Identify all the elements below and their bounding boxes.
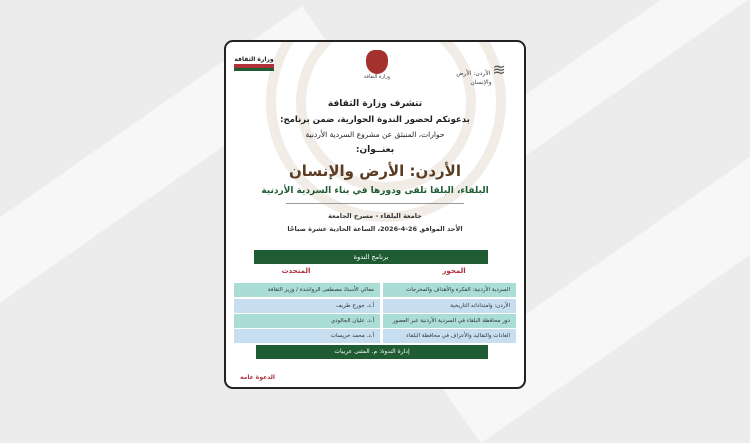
column-topic: المحور: [442, 267, 466, 275]
host-text: تتشرف وزارة الثقافة: [327, 99, 423, 109]
invitation-card: [224, 40, 526, 389]
title-label: بعنــوان:: [355, 145, 395, 155]
invite-text: بدعوتكم لحضور الندوة الحوارية، ضمن برنامج:: [280, 115, 470, 125]
logo-left-ministry: وزارة الثقافة: [234, 56, 274, 71]
logo-center-coat-of-arms: وزارة الثقافة: [356, 50, 398, 80]
topic-cell: الأردن: وامتداداته التاريخية: [383, 299, 516, 313]
column-speaker: المتحدث: [281, 267, 311, 275]
schedule-header: برنامج الندوة: [254, 250, 488, 264]
speaker-cell: معالي الأستاذ مصطفى الرواشدة / وزير الثقافة: [234, 283, 380, 297]
event-subtitle: البلقاء، البلقا تلقى ودورها في بناء السردية الأردنية: [261, 186, 489, 196]
speaker-cell: أ.د. عليان الجالودي: [234, 314, 380, 328]
speaker-cell: أ.د. محمد خريسات: [234, 329, 380, 343]
topic-cell: العادات والتقاليد والأعراف في محافظة البلقاء: [383, 329, 516, 343]
program-text: حوارات، المنبثق عن مشروع السردية الأردنية: [305, 130, 445, 139]
moderator-bar: إدارة الندوة: م. المثنى عربيات: [256, 345, 488, 359]
divider: [286, 203, 464, 204]
venue-text: جامعة البلقاء - مسرح الجامعة: [328, 212, 422, 220]
event-title: الأردن: الأرض والإنسان: [289, 162, 461, 180]
footer-note: الدعوة عامة: [240, 374, 275, 381]
logo-right: ≋ الأردن: الأرض والإنسان: [456, 60, 506, 86]
background-shape: [495, 0, 750, 157]
topic-cell: دور محافظة البلقاء في السردية الأردنية عبر العصور: [383, 314, 516, 328]
topic-cell: السردية الأردنية: الفكرة والأهداف والمخرجات: [383, 283, 516, 297]
speaker-cell: أ.د. جورج طريف: [234, 299, 380, 313]
datetime-text: الأحد الموافق 26-4-2026، الساعة الحادية عشرة صباحًا: [287, 225, 463, 233]
